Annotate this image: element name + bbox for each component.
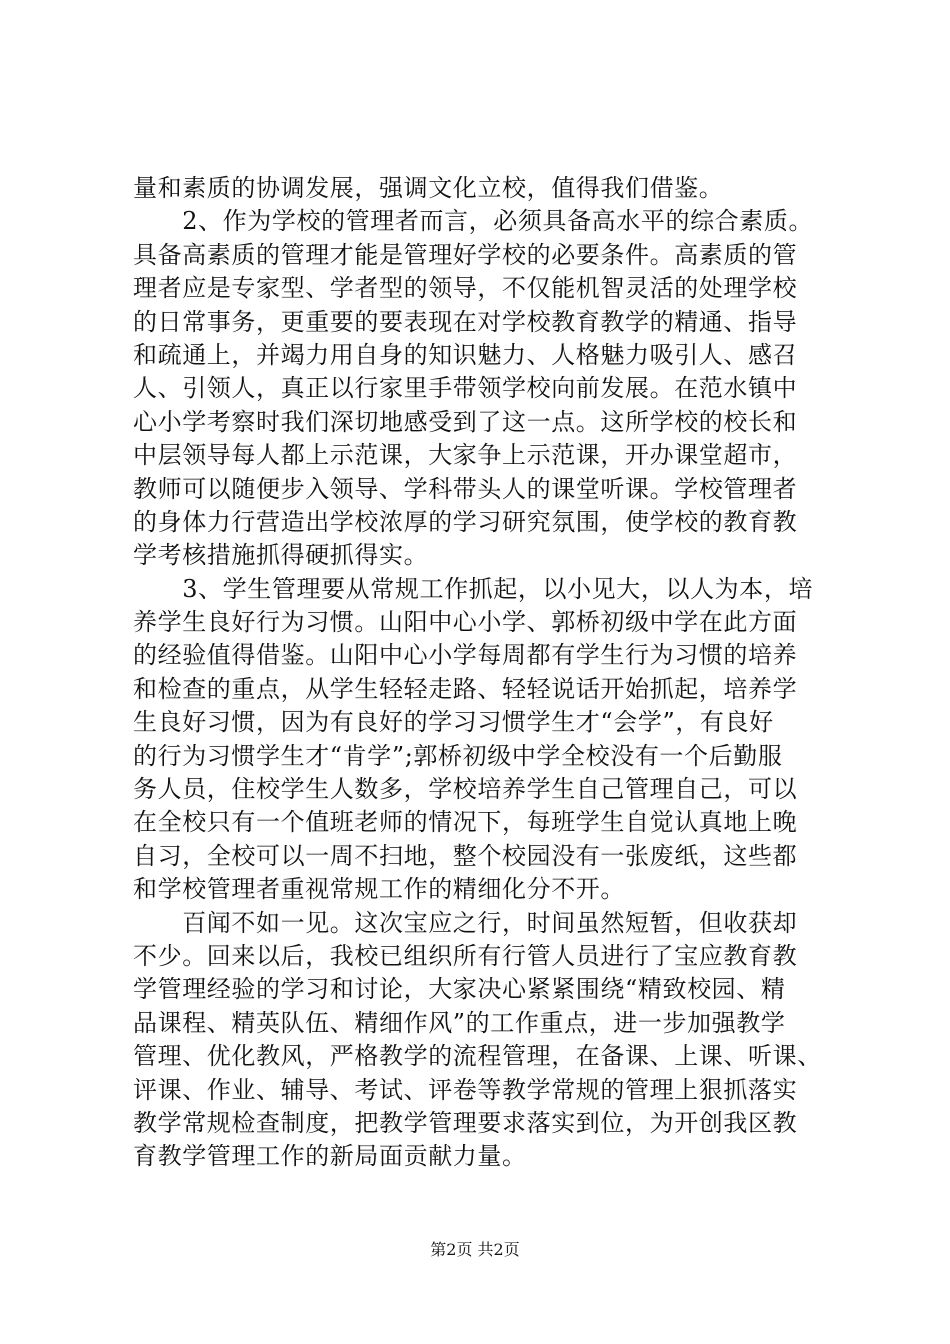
- text-line: 育教学管理工作的新局面贡献力量。: [133, 1142, 527, 1171]
- text-line: 学考核措施抓得硬抓得实。: [133, 541, 429, 570]
- text-line: 人、引领人，真正以行家里手带领学校向前发展。在范水镇中: [133, 374, 798, 403]
- text-line: 自习，全校可以一周不扫地，整个校园没有一张废纸，这些都: [133, 841, 798, 870]
- text-line: 理者应是专家型、学者型的领导，不仅能机智灵活的处理学校: [133, 274, 798, 303]
- text-line: 百闻不如一见。这次宝应之行，时间虽然短暂，但收获却: [133, 908, 798, 937]
- text-line: 养学生良好行为习惯。山阳中心小学、郭桥初级中学在此方面: [133, 608, 798, 637]
- page-footer: 第2页 共2页: [430, 1240, 520, 1259]
- text-line: 品课程、精英队伍、精细作风”的工作重点，进一步加强教学: [133, 1008, 786, 1037]
- text-line: 务人员，住校学生人数多，学校培养学生自己管理自己，可以: [133, 775, 798, 804]
- text-line: 和疏通上，并竭力用自身的知识魅力、人格魅力吸引人、感召: [133, 340, 798, 369]
- text-line: 具备高素质的管理才能是管理好学校的必要条件。高素质的管: [133, 240, 798, 269]
- text-line: 教学常规检查制度，把教学管理要求落实到位，为开创我区教: [133, 1108, 798, 1137]
- text-line: 的行为习惯学生才“肯学”;郭桥初级中学全校没有一个后勤服: [133, 741, 783, 770]
- text-line: 3、学生管理要从常规工作抓起，以小见大，以人为本，培: [133, 574, 814, 603]
- text-line: 的日常事务，更重要的要表现在对学校教育教学的精通、指导: [133, 307, 798, 336]
- text-line: 心小学考察时我们深切地感受到了这一点。这所学校的校长和: [133, 407, 798, 436]
- text-line: 的身体力行营造出学校浓厚的学习研究氛围，使学校的教育教: [133, 507, 798, 536]
- text-line: 在全校只有一个值班老师的情况下，每班学生自觉认真地上晚: [133, 808, 798, 837]
- text-line: 评课、作业、辅导、考试、评卷等教学常规的管理上狠抓落实: [133, 1075, 798, 1104]
- body-text: [133, 172, 853, 1174]
- text-line: 和学校管理者重视常规工作的精细化分不开。: [133, 875, 625, 904]
- text-line: 学管理经验的学习和讨论，大家决心紧紧围绕“精致校园、精: [133, 975, 786, 1004]
- text-line: 不少。回来以后，我校已组织所有行管人员进行了宝应教育教: [133, 941, 798, 970]
- text-line: 2、作为学校的管理者而言，必须具备高水平的综合素质。: [133, 207, 814, 236]
- text-line: 和检查的重点，从学生轻轻走路、轻轻说话开始抓起，培养学: [133, 674, 798, 703]
- text-line: 的经验值得借鉴。山阳中心小学每周都有学生行为习惯的培养: [133, 641, 798, 670]
- text-line: 生良好习惯，因为有良好的学习习惯学生才“会学”，有良好: [133, 708, 774, 737]
- text-line: 管理、优化教风，严格教学的流程管理，在备课、上课、听课、: [133, 1042, 822, 1071]
- text-line: 量和素质的协调发展，强调文化立校，值得我们借鉴。: [133, 174, 724, 202]
- text-line: 中层领导每人都上示范课，大家争上示范课，开办课堂超市，: [133, 441, 798, 470]
- text-line: 教师可以随便步入领导、学科带头人的课堂听课。学校管理者: [133, 474, 798, 503]
